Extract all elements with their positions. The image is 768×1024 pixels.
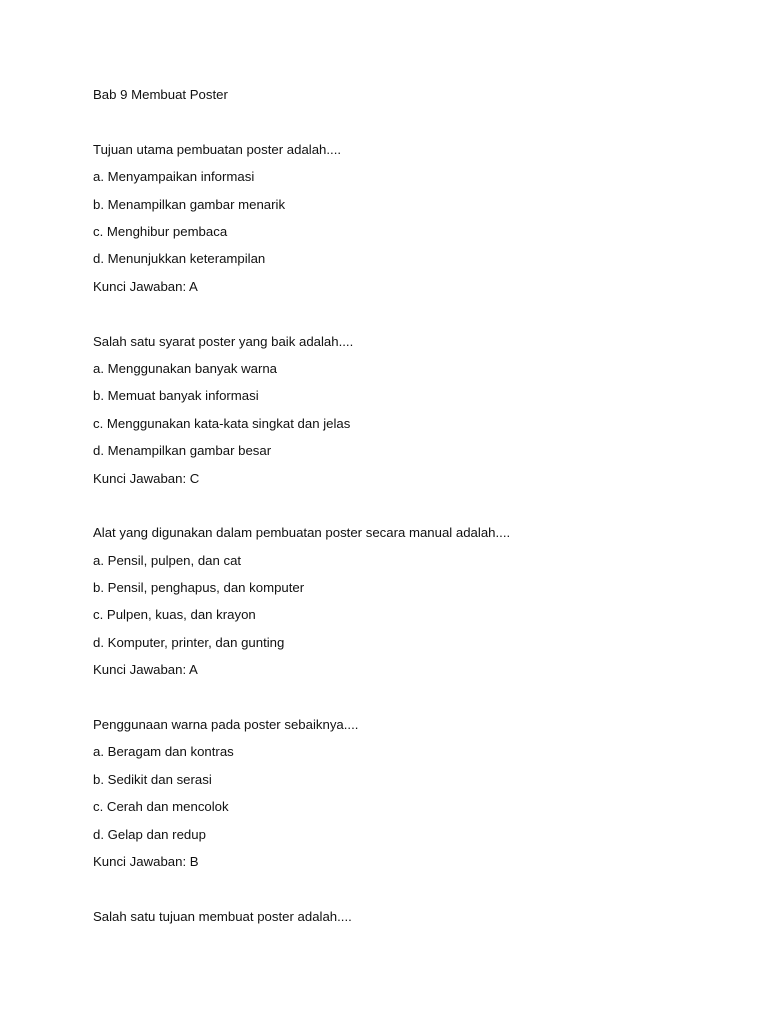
option-d: d. Gelap dan redup bbox=[93, 826, 206, 842]
answer-key: Kunci Jawaban: A bbox=[93, 662, 198, 678]
option-a: a. Beragam dan kontras bbox=[93, 744, 234, 760]
option-c: c. Cerah dan mencolok bbox=[93, 799, 229, 815]
question-block-4 bbox=[93, 715, 693, 872]
option-c: c. Menggunakan kata-kata singkat dan jelas bbox=[93, 415, 351, 431]
option-a: a. Pensil, pulpen, dan cat bbox=[93, 552, 242, 568]
option-b: b. Memuat banyak informasi bbox=[93, 388, 259, 404]
question-block-2 bbox=[93, 332, 693, 489]
question-text: Penggunaan warna pada poster sebaiknya.... bbox=[93, 717, 359, 733]
question-block-5 bbox=[93, 907, 693, 927]
question-text: Alat yang digunakan dalam pembuatan poster secara manual adalah.... bbox=[93, 525, 511, 541]
question-text: Salah satu tujuan membuat poster adalah.... bbox=[93, 908, 352, 924]
question-text: Salah satu syarat poster yang baik adalah.... bbox=[93, 333, 354, 349]
option-b: b. Sedikit dan serasi bbox=[93, 771, 212, 787]
option-b: b. Pensil, penghapus, dan komputer bbox=[93, 580, 305, 596]
option-d: d. Komputer, printer, dan gunting bbox=[93, 634, 285, 650]
option-d: d. Menunjukkan keterampilan bbox=[93, 251, 266, 267]
option-a: a. Menggunakan banyak warna bbox=[93, 360, 278, 376]
document-title: Bab 9 Membuat Poster bbox=[93, 87, 228, 102]
question-block-3 bbox=[93, 523, 693, 680]
document-content bbox=[93, 85, 693, 934]
question-block-1 bbox=[93, 140, 693, 297]
option-c: c. Pulpen, kuas, dan krayon bbox=[93, 607, 256, 623]
option-a: a. Menyampaikan informasi bbox=[93, 169, 255, 185]
answer-key: Kunci Jawaban: A bbox=[93, 278, 198, 294]
answer-key: Kunci Jawaban: B bbox=[93, 854, 199, 869]
option-d: d. Menampilkan gambar besar bbox=[93, 443, 272, 459]
answer-key: Kunci Jawaban: C bbox=[93, 470, 200, 486]
option-c: c. Menghibur pembaca bbox=[93, 223, 228, 239]
question-text: Tujuan utama pembuatan poster adalah.... bbox=[93, 141, 342, 157]
option-b: b. Menampilkan gambar menarik bbox=[93, 196, 286, 212]
